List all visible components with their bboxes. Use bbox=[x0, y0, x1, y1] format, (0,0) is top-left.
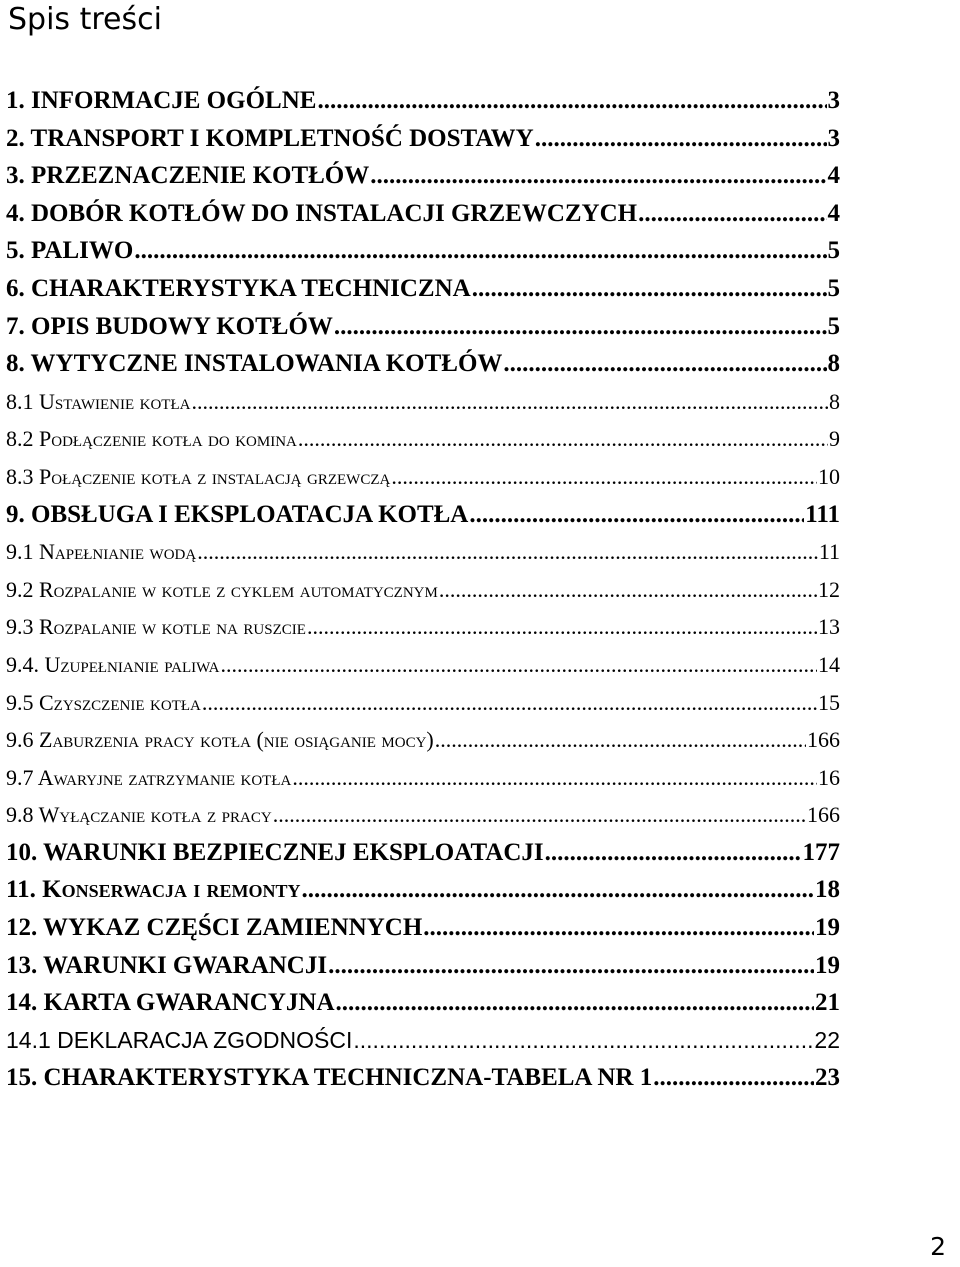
toc-dot-leader bbox=[469, 496, 804, 534]
toc-entry-label: 6. CHARAKTERYSTYKA TECHNICZNA bbox=[6, 274, 471, 302]
toc-entry-page: 18 bbox=[815, 876, 840, 904]
toc-entry[interactable] bbox=[6, 308, 840, 346]
toc-entry-label: 8.2 Podłączenie kotła do komina bbox=[6, 426, 297, 452]
toc-dot-leader bbox=[472, 270, 827, 308]
toc-entry-page: 8 bbox=[827, 350, 840, 378]
page-title: Spis treści bbox=[8, 2, 162, 37]
toc-entry-page: 8 bbox=[829, 388, 840, 414]
toc-entry-page: 5 bbox=[827, 312, 840, 340]
toc-dot-leader bbox=[638, 195, 826, 233]
toc-entry[interactable] bbox=[6, 82, 840, 120]
toc-dot-leader bbox=[353, 1022, 813, 1060]
toc-entry-page: 10 bbox=[818, 463, 840, 489]
toc-dot-leader bbox=[545, 834, 802, 872]
toc-entry-label: 9.6 Zaburzenia pracy kotła (nie osiąganie mocy) bbox=[6, 727, 434, 753]
toc-dot-leader bbox=[503, 345, 826, 383]
toc-entry[interactable] bbox=[6, 420, 840, 458]
toc-entry[interactable] bbox=[6, 1022, 840, 1060]
toc-entry-page: 111 bbox=[805, 500, 840, 528]
toc-entry[interactable] bbox=[6, 608, 840, 646]
toc-entry-label: 9.2 Rozpalanie w kotle z cyklem automatycznym bbox=[6, 576, 438, 602]
toc-dot-leader bbox=[220, 646, 817, 684]
toc-dot-leader bbox=[328, 947, 814, 985]
toc-entry-page: 3 bbox=[827, 124, 840, 152]
toc-entry-page: 23 bbox=[815, 1064, 840, 1092]
toc-entry[interactable] bbox=[6, 984, 840, 1022]
toc-dot-leader bbox=[370, 157, 826, 195]
table-of-contents bbox=[6, 82, 840, 1097]
toc-dot-leader bbox=[423, 909, 814, 947]
toc-entry-label: 14.1 DEKLARACJA ZGODNOŚCI bbox=[6, 1026, 353, 1053]
toc-dot-leader bbox=[334, 308, 827, 346]
toc-entry[interactable] bbox=[6, 947, 840, 985]
toc-entry[interactable] bbox=[6, 646, 840, 684]
toc-entry-label: 3. PRZEZNACZENIE KOTŁÓW bbox=[6, 162, 370, 190]
toc-dot-leader bbox=[653, 1059, 814, 1097]
toc-dot-leader bbox=[336, 984, 814, 1022]
toc-entry[interactable] bbox=[6, 195, 840, 233]
toc-entry-page: 21 bbox=[815, 989, 840, 1017]
toc-dot-leader bbox=[435, 721, 806, 759]
toc-entry-label: 11. Konserwacja i remonty bbox=[6, 876, 301, 904]
toc-entry-label: 15. CHARAKTERYSTYKA TECHNICZNA-TABELA NR 1 bbox=[6, 1064, 653, 1092]
page-number: 2 bbox=[930, 1232, 946, 1261]
toc-dot-leader bbox=[273, 796, 806, 834]
toc-entry[interactable] bbox=[6, 834, 840, 872]
toc-entry[interactable] bbox=[6, 270, 840, 308]
toc-entry[interactable] bbox=[6, 496, 840, 534]
toc-entry-page: 177 bbox=[802, 838, 840, 866]
toc-entry-label: 9.1 Napełnianie wodą bbox=[6, 539, 197, 565]
toc-entry-page: 3 bbox=[827, 87, 840, 114]
toc-entry-page: 11 bbox=[818, 539, 840, 565]
toc-entry[interactable] bbox=[6, 759, 840, 797]
toc-entry-page: 22 bbox=[814, 1026, 840, 1053]
toc-entry-label: 10. WARUNKI BEZPIECZNEJ EKSPLOATACJI bbox=[6, 838, 544, 866]
toc-dot-leader bbox=[292, 759, 817, 797]
toc-entry[interactable] bbox=[6, 684, 840, 722]
toc-entry-label: 4. DOBÓR KOTŁÓW DO INSTALACJI GRZEWCZYCH bbox=[6, 199, 638, 227]
toc-entry-page: 9 bbox=[829, 426, 840, 452]
toc-entry-page: 19 bbox=[815, 914, 840, 942]
toc-entry-label: 9. OBSŁUGA I EKSPLOATACJA KOTŁA bbox=[6, 500, 469, 528]
toc-entry-page: 14 bbox=[818, 651, 840, 677]
toc-entry[interactable] bbox=[6, 721, 840, 759]
toc-entry[interactable] bbox=[6, 345, 840, 383]
toc-entry[interactable] bbox=[6, 796, 840, 834]
toc-dot-leader bbox=[307, 608, 817, 646]
toc-entry-page: 12 bbox=[818, 576, 840, 602]
toc-dot-leader bbox=[301, 871, 814, 909]
toc-entry-label: 8.1 Ustawienie kotła bbox=[6, 388, 191, 414]
toc-entry-label: 13. WARUNKI GWARANCJI bbox=[6, 951, 328, 979]
toc-entry[interactable] bbox=[6, 157, 840, 195]
toc-entry-label: 9.8 Wyłączanie kotła z pracy bbox=[6, 802, 272, 828]
toc-entry-label: 5. PALIWO bbox=[6, 237, 134, 265]
toc-entry-label: 1. INFORMACJE OGÓLNE bbox=[6, 87, 317, 114]
toc-entry-page: 13 bbox=[818, 614, 840, 640]
toc-dot-leader bbox=[317, 82, 826, 120]
toc-dot-leader bbox=[298, 420, 828, 458]
toc-dot-leader bbox=[535, 120, 827, 158]
toc-entry-label: 7. OPIS BUDOWY KOTŁÓW bbox=[6, 312, 333, 340]
toc-entry[interactable] bbox=[6, 458, 840, 496]
toc-entry-label: 9.4. Uzupełnianie paliwa bbox=[6, 651, 220, 677]
toc-entry-page: 5 bbox=[827, 274, 840, 302]
toc-entry[interactable] bbox=[6, 120, 840, 158]
toc-entry-page: 19 bbox=[815, 951, 840, 979]
toc-entry[interactable] bbox=[6, 909, 840, 947]
toc-entry-label: 14. KARTA GWARANCYJNA bbox=[6, 989, 335, 1017]
toc-entry-page: 4 bbox=[827, 199, 840, 227]
toc-entry-page: 4 bbox=[827, 162, 840, 190]
toc-entry-label: 2. TRANSPORT I KOMPLETNOŚĆ DOSTAWY bbox=[6, 124, 534, 152]
toc-entry[interactable] bbox=[6, 383, 840, 421]
toc-entry[interactable] bbox=[6, 232, 840, 270]
toc-dot-leader bbox=[439, 571, 817, 609]
toc-entry-label: 12. WYKAZ CZĘŚCI ZAMIENNYCH bbox=[6, 914, 423, 942]
toc-entry-label: 8. WYTYCZNE INSTALOWANIA KOTŁÓW bbox=[6, 350, 503, 378]
toc-entry[interactable] bbox=[6, 1059, 840, 1097]
toc-entry-page: 16 bbox=[818, 764, 840, 790]
toc-dot-leader bbox=[197, 533, 818, 571]
toc-dot-leader bbox=[202, 684, 817, 722]
toc-dot-leader bbox=[191, 383, 828, 421]
toc-entry[interactable] bbox=[6, 533, 840, 571]
toc-entry-label: 8.3 Połączenie kotła z instalacją grzewczą bbox=[6, 463, 391, 489]
toc-entry-page: 5 bbox=[827, 237, 840, 265]
toc-dot-leader bbox=[391, 458, 817, 496]
toc-entry-label: 9.3 Rozpalanie w kotle na ruszcie bbox=[6, 614, 306, 640]
toc-entry[interactable] bbox=[6, 871, 840, 909]
toc-entry-page: 166 bbox=[807, 727, 840, 753]
toc-entry[interactable] bbox=[6, 571, 840, 609]
toc-entry-page: 15 bbox=[818, 689, 840, 715]
toc-entry-label: 9.7 Awaryjne zatrzymanie kotła bbox=[6, 764, 292, 790]
toc-entry-page: 166 bbox=[807, 802, 840, 828]
toc-dot-leader bbox=[134, 232, 826, 270]
toc-entry-label: 9.5 Czyszczenie kotła bbox=[6, 689, 201, 715]
